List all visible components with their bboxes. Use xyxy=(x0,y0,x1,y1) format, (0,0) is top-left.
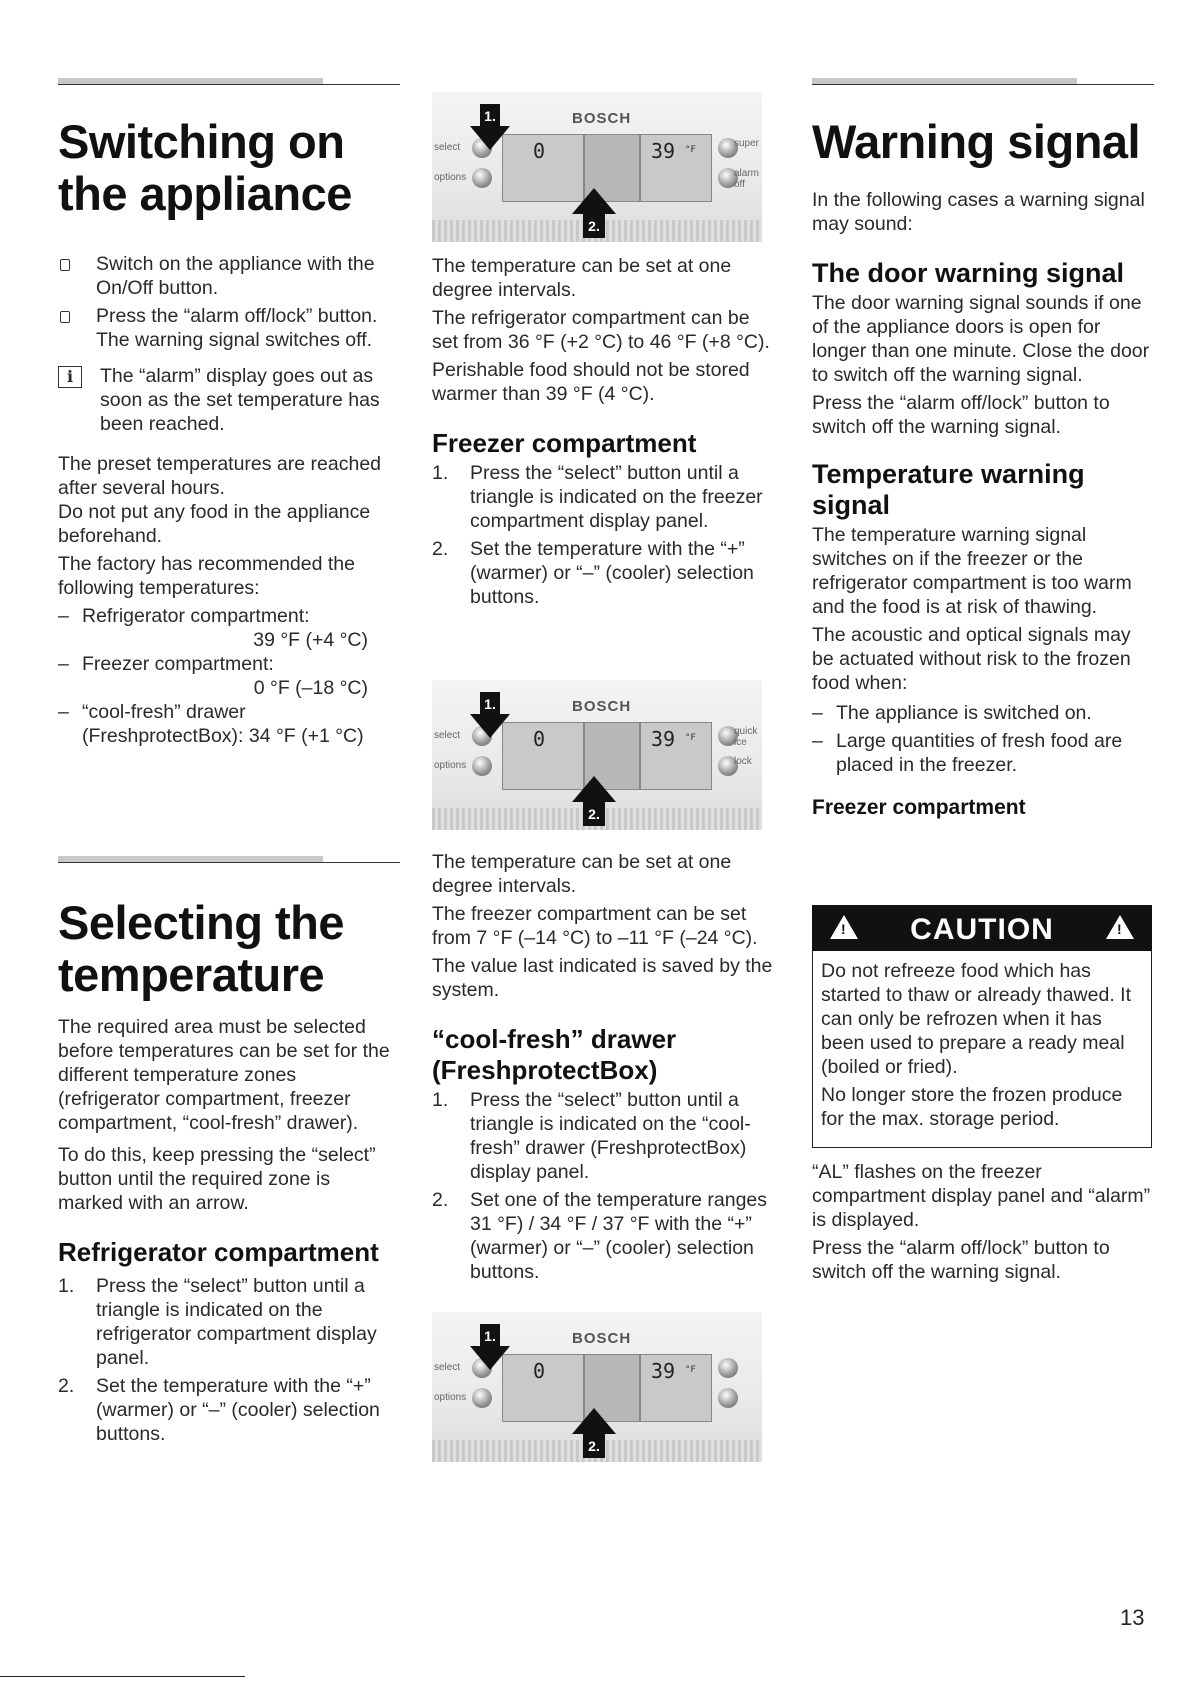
refrigerator-display: 39 °F xyxy=(640,134,712,202)
section-title-warning-signal: Warning signal xyxy=(812,115,1141,168)
freezer-display: 0 xyxy=(502,1354,584,1422)
step-1-arrow-icon: 1. xyxy=(470,126,510,150)
paragraph: “AL” flashes on the freezer compartment display panel and “alarm” is displayed. xyxy=(812,1161,1151,1231)
top-rule-col1 xyxy=(58,84,400,85)
step-item: 2. Set the temperature with the “+” (warmer) or “–” (cooler) selection buttons. xyxy=(432,538,754,608)
alarm-off-button-icon xyxy=(718,1388,738,1408)
quick-ice-label: quick ice xyxy=(734,726,758,748)
after-caution-body xyxy=(812,1160,1152,1284)
step-item: 1. Press the “select” button until a triangle is indicated on the “cool-fresh” drawer (FreshprotectBox) display panel. xyxy=(432,1089,751,1183)
step-item: 2. Set one of the temperature ranges 31 °F) / 34 °F / 37 °F with the “+” (warmer) or “–” (cooler) selection buttons. xyxy=(432,1189,768,1283)
paragraph: The refrigerator compartment can be set from 36 °F (+2 °C) to 46 °F (+8 °C). xyxy=(432,307,770,353)
paragraph: Do not put any food in the appliance beforehand. xyxy=(58,501,371,547)
step-2-arrow-icon: 2. xyxy=(572,188,616,214)
selecting-temperature-body xyxy=(58,1015,398,1446)
freezer-settings-text xyxy=(432,850,777,1284)
options-button-icon xyxy=(472,1388,492,1408)
freezer-display: 0 xyxy=(502,134,584,202)
freezer-display: 0 xyxy=(502,722,584,790)
bullet-item: Switch on the appliance with the On/Off button. xyxy=(58,252,398,300)
caution-text: No longer store the frozen produce for the max. storage period. xyxy=(821,1084,1123,1130)
paragraph: The freezer compartment can be set from 7 °F (–14 °C) to –11 °F (–24 °C). xyxy=(432,903,758,949)
step-item: 1. Press the “select” button until a triangle is indicated on the freezer compartment display panel. xyxy=(432,462,763,532)
paragraph: The temperature can be set at one degree intervals. xyxy=(432,255,732,301)
options-label: options xyxy=(434,760,467,771)
info-note: i The “alarm” display goes out as soon as the set temperature has been reached. xyxy=(58,364,398,436)
heading-freezer-compartment-warning: Freezer compartment xyxy=(812,796,1026,819)
step-item: 2. Set the temperature with the “+” (warmer) or “–” (cooler) selection buttons. xyxy=(58,1375,380,1445)
bosch-logo: BOSCH xyxy=(572,1330,632,1347)
section-title-switching-on: Switching on the appliance xyxy=(58,115,352,220)
bottom-rule xyxy=(0,1676,245,1677)
select-label: select xyxy=(434,142,461,153)
info-icon: i xyxy=(58,366,82,388)
heading-cool-fresh-drawer: “cool-fresh” drawer (FreshprotectBox) xyxy=(432,1024,677,1085)
paragraph: The acoustic and optical signals may be actuated without risk to the frozen food when: xyxy=(812,624,1131,694)
page-number: 13 xyxy=(1120,1605,1145,1630)
temp-list-item: – “cool-fresh” drawer xyxy=(58,701,246,723)
refrigerator-display: 39 °F xyxy=(640,722,712,790)
temp-list-value: 0 °F (–18 °C) xyxy=(253,677,368,699)
control-panel-illustration xyxy=(432,680,762,830)
warning-signal-body xyxy=(812,188,1152,821)
step-2-arrow-icon: 2. xyxy=(572,1408,616,1434)
paragraph: To do this, keep pressing the “select” button until the required zone is marked with an arrow. xyxy=(58,1144,376,1214)
paragraph: Press the “alarm off/lock” button to switch off the warning signal. xyxy=(812,392,1110,438)
control-panel-illustration xyxy=(432,92,762,242)
step-1-arrow-icon: 1. xyxy=(470,714,510,738)
super-label: super xyxy=(734,138,760,149)
checkbox-bullet-icon xyxy=(60,311,70,323)
warning-triangle-icon: ! xyxy=(830,915,858,939)
control-panel-illustration xyxy=(432,1312,762,1462)
switch-on-bullets xyxy=(58,252,398,748)
paragraph: The temperature warning signal switches on if the freezer or the refrigerator compartment is too warm and the food is at risk of thawing. xyxy=(812,524,1132,618)
options-label: options xyxy=(434,172,467,183)
options-label: options xyxy=(434,1392,467,1403)
refrigerator-display: 39 °F xyxy=(640,1354,712,1422)
paragraph: Perishable food should not be stored warmer than 39 °F (4 °C). xyxy=(432,359,750,405)
refrigerator-settings-text xyxy=(432,254,777,609)
paragraph: The door warning signal sounds if one of the appliance doors is open for longer than one minute. Close the door to switch off the warning signal. xyxy=(812,292,1150,386)
paragraph: The value last indicated is saved by the system. xyxy=(432,955,773,1001)
temp-list-item: – Freezer compartment: xyxy=(58,653,274,675)
warning-list-item: – The appliance is switched on. xyxy=(812,702,1092,724)
paragraph: The factory has recommended the following temperatures: xyxy=(58,553,355,599)
checkbox-bullet-icon xyxy=(60,259,70,271)
options-button-icon xyxy=(472,168,492,188)
heading-door-warning-signal: The door warning signal xyxy=(812,258,1125,288)
caution-text: Do not refreeze food which has started to thaw or already thawed. It can only be refrozen when it has been used to prepare a ready meal (boiled or fried). xyxy=(821,960,1132,1078)
bosch-logo: BOSCH xyxy=(572,110,632,127)
step-item: 1. Press the “select” button until a triangle is indicated on the refrigerator compartment display panel. xyxy=(58,1275,377,1369)
temp-list-value: 39 °F (+4 °C) xyxy=(253,629,368,651)
bullet-item: Press the “alarm off/lock” button. The warning signal switches off. xyxy=(58,304,398,352)
select-label: select xyxy=(434,1362,461,1373)
top-rule-col3 xyxy=(812,84,1154,85)
step-2-arrow-icon: 2. xyxy=(572,776,616,802)
mid-rule-col1 xyxy=(58,862,400,863)
paragraph: The preset temperatures are reached after several hours. xyxy=(58,453,382,499)
caution-banner: ! CAUTION ! xyxy=(812,905,1152,951)
quick-ice-button-icon xyxy=(718,1358,738,1378)
section-title-selecting-temperature: Selecting the temperature xyxy=(58,896,345,1001)
temp-list-item: – Refrigerator compartment: xyxy=(58,605,310,627)
select-label: select xyxy=(434,730,461,741)
step-1-arrow-icon: 1. xyxy=(470,1346,510,1370)
paragraph: The required area must be selected before temperatures can be set for the different temperature zones (refrigerator compartment, freezer compartment, “cool-fresh” drawer). xyxy=(58,1016,390,1134)
temp-list-value: (FreshprotectBox): 34 °F (+1 °C) xyxy=(82,725,364,747)
heading-temperature-warning-signal: Temperature warning signal xyxy=(812,459,1085,520)
options-button-icon xyxy=(472,756,492,776)
warning-list-item: – Large quantities of fresh food are placed in the freezer. xyxy=(812,730,1123,776)
paragraph: Press the “alarm off/lock” button to switch off the warning signal. xyxy=(812,1237,1110,1283)
heading-freezer-compartment: Freezer compartment xyxy=(432,428,697,458)
paragraph: The temperature can be set at one degree intervals. xyxy=(432,851,732,897)
warning-triangle-icon: ! xyxy=(1106,915,1134,939)
lock-label: lock xyxy=(734,756,752,767)
alarm-off-label: alarm off xyxy=(734,168,760,190)
caution-box xyxy=(812,951,1152,1148)
heading-refrigerator-compartment: Refrigerator compartment xyxy=(58,1237,379,1267)
paragraph: In the following cases a warning signal may sound: xyxy=(812,189,1145,235)
bosch-logo: BOSCH xyxy=(572,698,632,715)
